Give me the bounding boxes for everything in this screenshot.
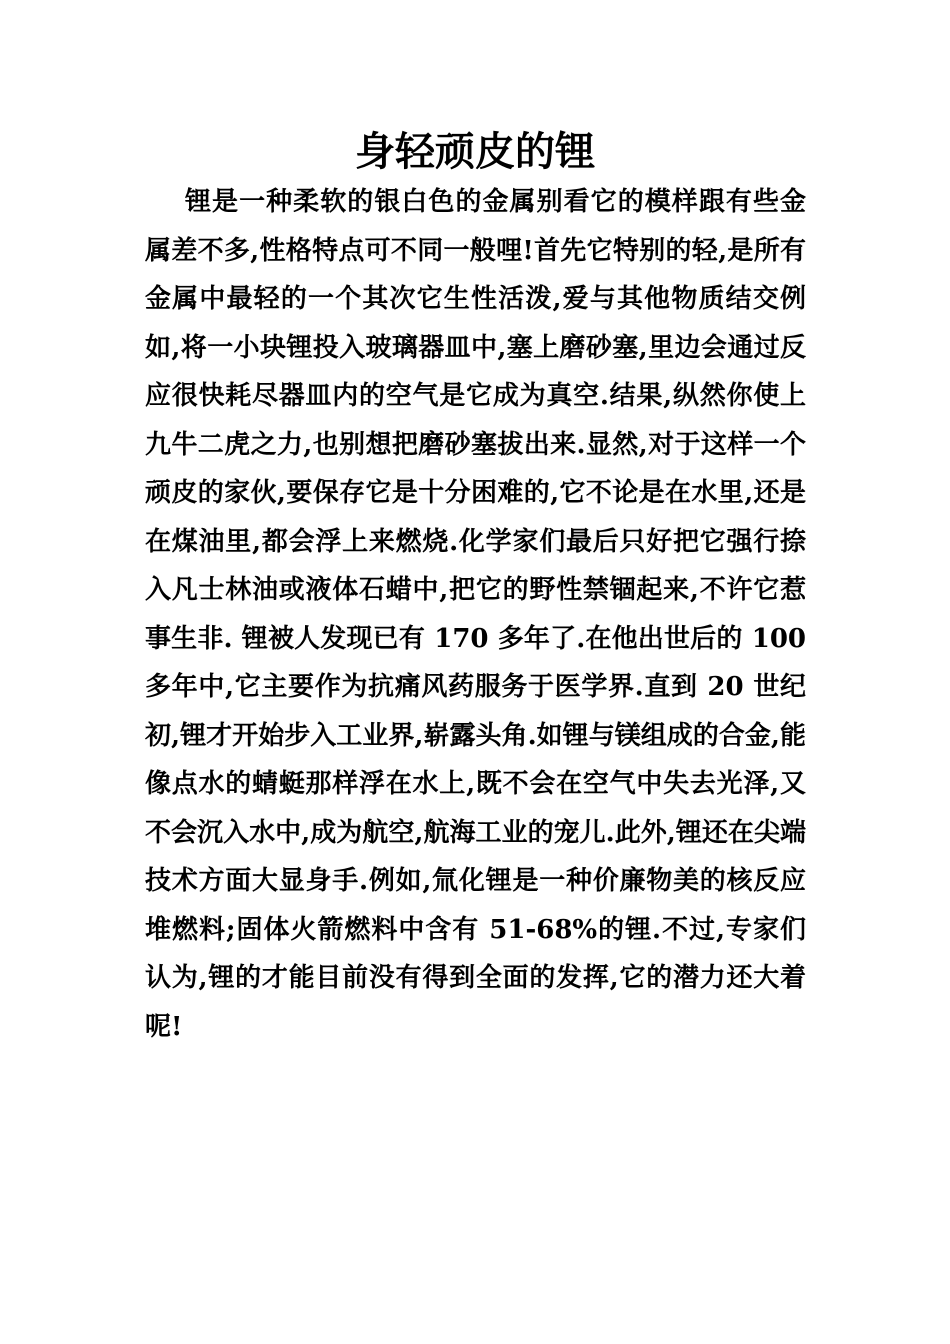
body-paragraph: 锂是一种柔软的银白色的金属别看它的模样跟有些金属差不多,性格特点可不同一般哩!首先它特别的轻,是所有金属中最轻的一个其次它生性活泼,爱与其他物质结交例如,将一小块锂投入玻璃器皿中,塞上磨砂塞,里边会通过反应很快耗尽器皿内的空气是它成为真空.结果,纵然你使上九牛二虎之力,也别想把磨砂塞拔出来.显然,对于这样一个顽皮的家伙,要保存它是十分困难的,它不论是在水里,还是在煤油里,都会浮上来燃烧.化学家们最后只好把它强行捺入凡士林油或液体石蜡中,把它的野性禁锢起来,不许它惹事生非. 锂被人发现已有 170 多年了.在他出世后的 100 多年中,它主要作为抗痛风药服务于医学界.直到 20 世纪初,锂才开始步入工业界,崭露头角.如锂与镁组成的合金,能像点水的蜻蜓那样浮在水上,既不会在空气中失去光泽,又不会沉入水中,成为航空,航海工业的宠儿.此外,锂还在尖端技术方面大显身手.例如,氚化锂是一种价廉物美的核反应堆燃料;固体火箭燃料中含有 51-68%的锂.不过,专家们认为,锂的才能目前没有得到全面的发挥,它的潜力还大着呢! [145, 187, 806, 1042]
document-title: 身轻顽皮的锂 [355, 128, 595, 175]
